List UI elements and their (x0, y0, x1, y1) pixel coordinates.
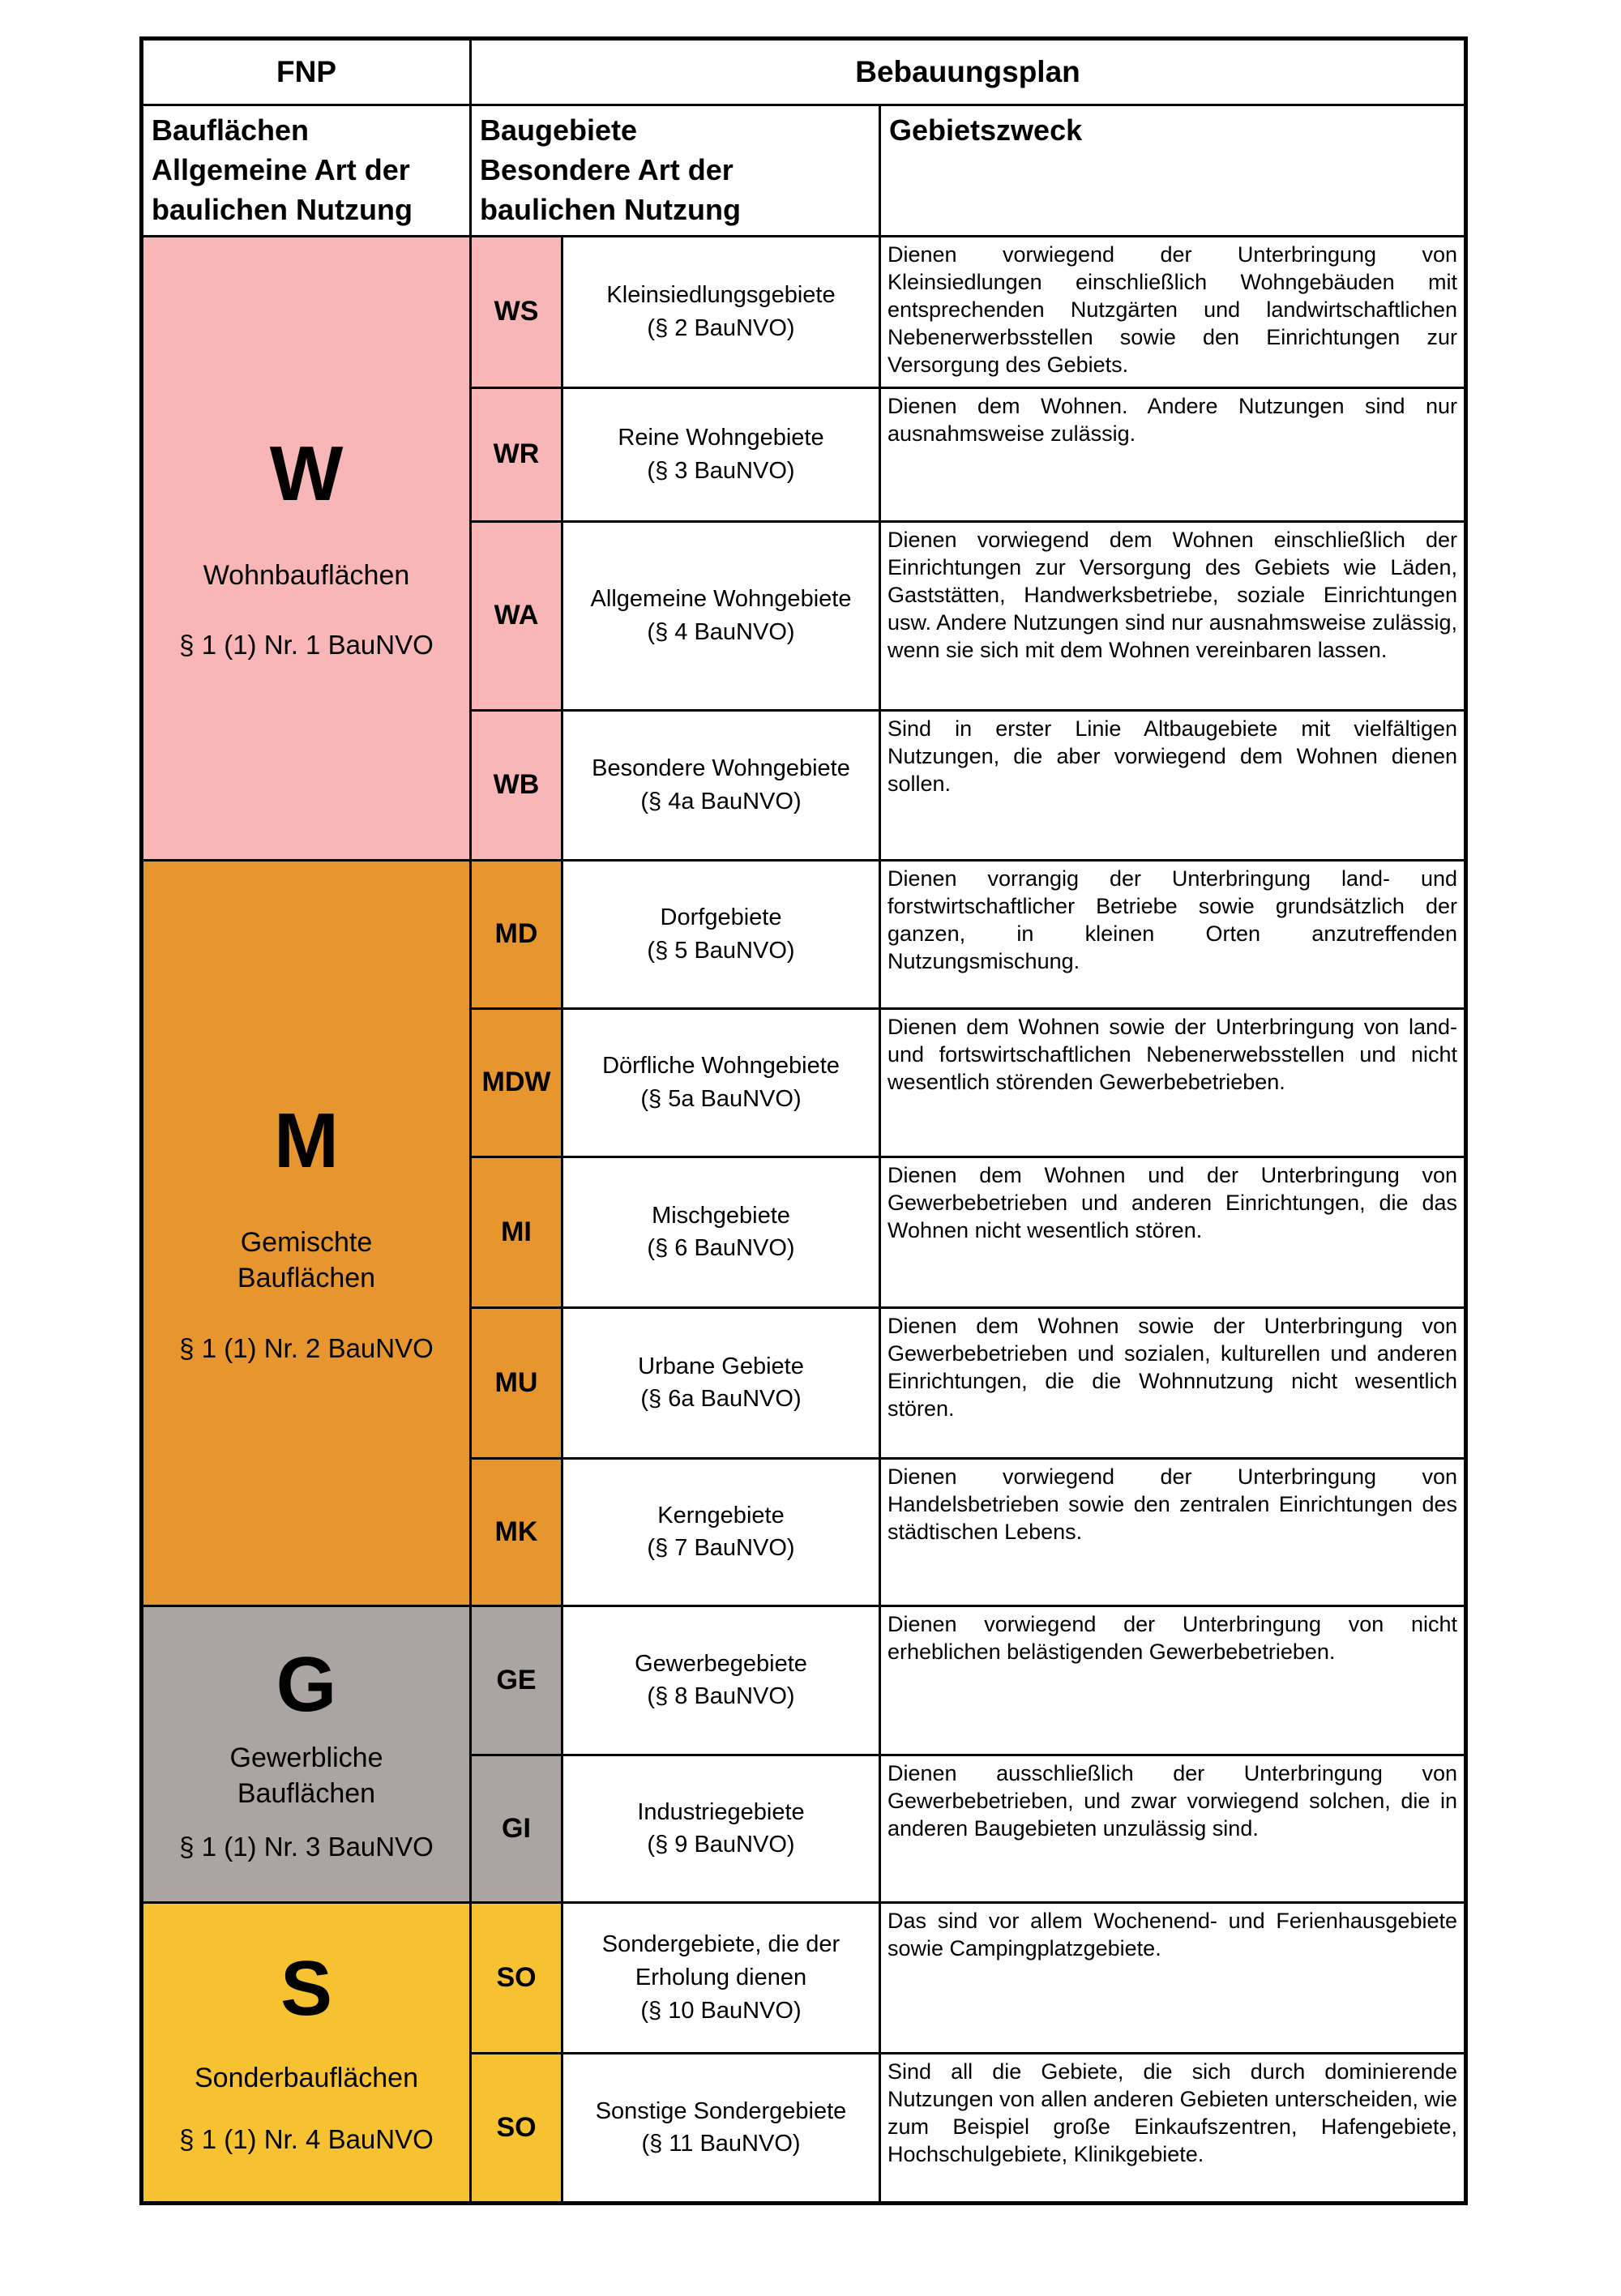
group-content (143, 1640, 469, 1862)
usage-code-cell: MDW (471, 1008, 562, 1157)
usage-name-cell (562, 710, 880, 860)
usage-code-cell: MD (471, 860, 562, 1008)
usage-name: Mischgebiete (652, 1202, 790, 1229)
usage-name-cell (562, 387, 880, 521)
usage-purpose-cell: Das sind vor allem Wochenend- und Ferienhausgebiete sowie Campingplatzgebiete. (880, 1902, 1466, 2053)
group-content (143, 430, 469, 661)
group-content (143, 1097, 469, 1363)
group-name: Gemischte Bauflächen (237, 1227, 376, 1294)
header-col-gebietszweck: Gebietszweck (880, 105, 1466, 237)
usage-name-cell (562, 1307, 880, 1458)
group-cell-m (142, 860, 471, 1605)
usage-code-cell: GE (471, 1605, 562, 1755)
group-cell-g (142, 1605, 471, 1902)
usage-paragraph: (§ 2 BauNVO) (647, 314, 795, 341)
group-name: Sonderbauflächen (194, 2062, 418, 2093)
usage-purpose-cell: Sind all die Gebiete, die sich durch dominierende Nutzungen von allen anderen Gebieten unterscheiden, wie zum Beispiel große Einkaufszentren, Hafengebiete, Hochschulgebiete, Klinikgebiete. (880, 2053, 1466, 2203)
usage-name: Dörfliche Wohngebiete (602, 1053, 840, 1080)
fnp-bebauungsplan-table (139, 36, 1468, 2205)
usage-purpose-cell: Dienen dem Wohnen und der Unterbringung von Gewerbebetrieben und anderen Einrichtungen, die das Wohnen nicht wesentlich stören. (880, 1157, 1466, 1307)
usage-name-cell (562, 2053, 880, 2203)
group-letter: W (269, 430, 344, 518)
usage-code-cell: WB (471, 710, 562, 860)
usage-code-cell: SO (471, 2053, 562, 2203)
usage-code-cell: GI (471, 1755, 562, 1902)
usage-name-cell (562, 1157, 880, 1307)
usage-purpose-cell: Dienen ausschließlich der Unterbringung von Gewerbebetrieben, und zwar vorwiegend solchen, die in anderen Baugebieten unzulässig sind. (880, 1755, 1466, 1902)
header-col-baugebiete: Baugebiete Besondere Art der baulichen Nutzung (471, 105, 880, 237)
usage-purpose-cell: Dienen vorwiegend der Unterbringung von Kleinsiedlungen einschließlich Wohngebäuden mit entsprechenden Nutzgärten und landwirtschaftlichen Nebenerwerbsstellen sowie den Einrichtungen zur Versorgung des Gebiets. (880, 236, 1466, 387)
usage-name-cell (562, 521, 880, 710)
usage-name-cell (562, 1755, 880, 1902)
usage-purpose-cell: Dienen dem Wohnen sowie der Unterbringung von Gewerbebetrieben und sozialen, kulturellen und anderen Einrichtungen, die die Wohnnutzung nicht wesentlich stören. (880, 1307, 1466, 1458)
usage-paragraph: (§ 4 BauNVO) (647, 618, 795, 645)
usage-purpose-cell: Dienen vorwiegend dem Wohnen einschließlich der Einrichtungen zur Versorgung des Gebiets wie Läden, Gaststätten, Handwerksbetriebe, soziale Einrichtungen usw. Andere Nutzungen sind nur ausnahmsweise zulässig, wenn sie sich mit dem Wohnen vereinbaren lassen. (880, 521, 1466, 710)
usage-code-cell: MK (471, 1458, 562, 1605)
group-law: § 1 (1) Nr. 3 BauNVO (179, 1832, 434, 1862)
group-law: § 1 (1) Nr. 2 BauNVO (179, 1332, 434, 1363)
usage-paragraph: (§ 11 BauNVO) (641, 2131, 801, 2157)
group-name: Wohnbauflächen (203, 560, 410, 592)
usage-name: Gewerbegebiete (635, 1650, 807, 1677)
usage-name: Reine Wohngebiete (618, 425, 824, 451)
usage-paragraph: (§ 7 BauNVO) (647, 1535, 795, 1562)
usage-name: Dorfgebiete (660, 904, 782, 931)
usage-name: Kerngebiete (657, 1502, 785, 1529)
usage-name: Urbane Gebiete (638, 1353, 804, 1379)
usage-paragraph: (§ 9 BauNVO) (647, 1832, 795, 1858)
group-law: § 1 (1) Nr. 1 BauNVO (179, 630, 434, 661)
group-content (143, 1944, 469, 2155)
usage-code-cell: MI (471, 1157, 562, 1307)
usage-paragraph: (§ 4a BauNVO) (640, 788, 802, 815)
usage-name-cell (562, 1902, 880, 2053)
usage-name: Kleinsiedlungsgebiete (606, 282, 836, 309)
usage-paragraph: (§ 8 BauNVO) (647, 1683, 795, 1710)
usage-code-cell: WS (471, 236, 562, 387)
usage-name-cell (562, 1605, 880, 1755)
group-law: § 1 (1) Nr. 4 BauNVO (179, 2123, 434, 2154)
usage-paragraph: (§ 10 BauNVO) (640, 1997, 802, 2024)
group-letter: M (274, 1097, 339, 1185)
usage-paragraph: (§ 6a BauNVO) (640, 1386, 802, 1413)
usage-paragraph: (§ 5 BauNVO) (647, 937, 795, 964)
usage-name: Sondergebiete, die der Erholung dienen (601, 1931, 840, 1991)
usage-paragraph: (§ 6 BauNVO) (647, 1235, 795, 1262)
group-letter: S (280, 1944, 333, 2032)
header-bebauungsplan: Bebauungsplan (471, 39, 1466, 105)
usage-name: Allgemeine Wohngebiete (590, 586, 852, 613)
usage-purpose-cell: Dienen vorwiegend der Unterbringung von Handelsbetrieben sowie den zentralen Einrichtungen des städtischen Lebens. (880, 1458, 1466, 1605)
group-cell-s (142, 1902, 471, 2203)
usage-code-cell: SO (471, 1902, 562, 2053)
usage-name-cell (562, 1008, 880, 1157)
usage-purpose-cell: Dienen dem Wohnen sowie der Unterbringung von land- und fortswirtschaftlichen Nebenerwebsstellen und nicht wesentlich störenden Gewerbebetrieben. (880, 1008, 1466, 1157)
header-fnp: FNP (142, 39, 471, 105)
group-letter: G (276, 1640, 337, 1728)
usage-code-cell: WA (471, 521, 562, 710)
usage-name: Sonstige Sondergebiete (595, 2097, 847, 2124)
usage-name-cell (562, 860, 880, 1008)
usage-name-cell (562, 1458, 880, 1605)
usage-purpose-cell: Dienen dem Wohnen. Andere Nutzungen sind nur ausnahmsweise zulässig. (880, 387, 1466, 521)
usage-paragraph: (§ 5a BauNVO) (640, 1085, 802, 1112)
usage-code-cell: MU (471, 1307, 562, 1458)
group-cell-w (142, 236, 471, 860)
usage-name: Besondere Wohngebiete (592, 755, 850, 782)
usage-purpose-cell: Dienen vorwiegend der Unterbringung von nicht erheblichen belästigenden Gewerbebetrieben. (880, 1605, 1466, 1755)
usage-purpose-cell: Sind in erster Linie Altbaugebiete mit vielfältigen Nutzungen, die aber vorwiegend dem Wohnen dienen sollen. (880, 710, 1466, 860)
usage-purpose-cell: Dienen vorrangig der Unterbringung land- und forstwirtschaftlicher Betriebe sowie grundsätzlich der ganzen, in kleinen Orten anzutreffenden Nutzungsmischung. (880, 860, 1466, 1008)
usage-paragraph: (§ 3 BauNVO) (647, 457, 795, 484)
usage-name: Industriegebiete (637, 1798, 805, 1825)
usage-code-cell: WR (471, 387, 562, 521)
usage-name-cell (562, 236, 880, 387)
group-name: Gewerbliche Bauflächen (229, 1742, 383, 1809)
header-col-bauflaechen: Bauflächen Allgemeine Art der baulichen Nutzung (142, 105, 471, 237)
